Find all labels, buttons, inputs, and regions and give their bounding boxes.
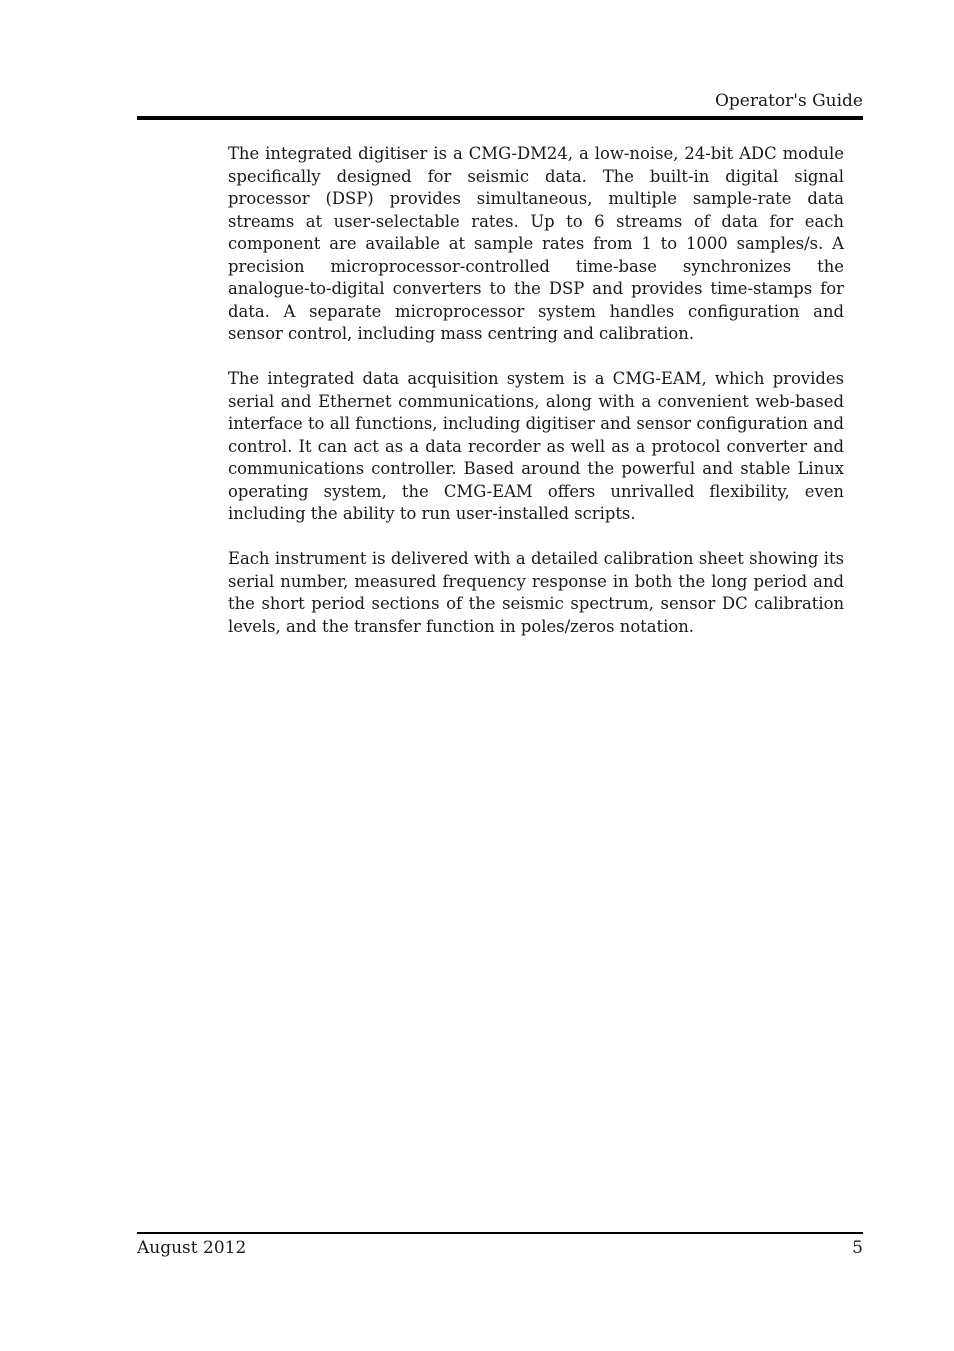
body-content <box>228 143 844 661</box>
paragraph-acquisition-system: The integrated data acquisition system is a CMG-EAM, which provides serial and Ethernet communications, along with a convenient web-based interface to all functions, including digitiser and sensor configuration and control. It can act as a data recorder as well as a protocol converter and communications controller. Based around the powerful and stable Linux operating system, the CMG-EAM offers unrivalled flexibility, even including the ability to run user-installed scripts. <box>228 369 844 523</box>
footer-date: August 2012 <box>137 1238 247 1258</box>
page-number: 5 <box>852 1238 863 1258</box>
header-rule <box>137 116 863 120</box>
paragraph-calibration-sheet: Each instrument is delivered with a detailed calibration sheet showing its serial number, measured frequency response in both the long period and the short period sections of the seismic spectrum, sensor DC calibration levels, and the transfer function in poles/zeros notation. <box>228 549 844 636</box>
footer-rule <box>137 1232 863 1234</box>
header-title: Operator's Guide <box>714 91 863 111</box>
paragraph-digitiser: The integrated digitiser is a CMG-DM24, a low-noise, 24-bit ADC module specifically designed for seismic data. The built-in digital signal processor (DSP) provides simultaneous, multiple sample-rate data streams at user-selectable rates. Up to 6 streams of data for each component are available at sample rates from 1 to 1000 samples/s. A precision microprocessor-controlled time-base synchronizes the analogue-to-digital converters to the DSP and provides time-stamps for data. A separate microprocessor system handles configuration and sensor control, including mass centring and calibration. <box>228 144 844 343</box>
